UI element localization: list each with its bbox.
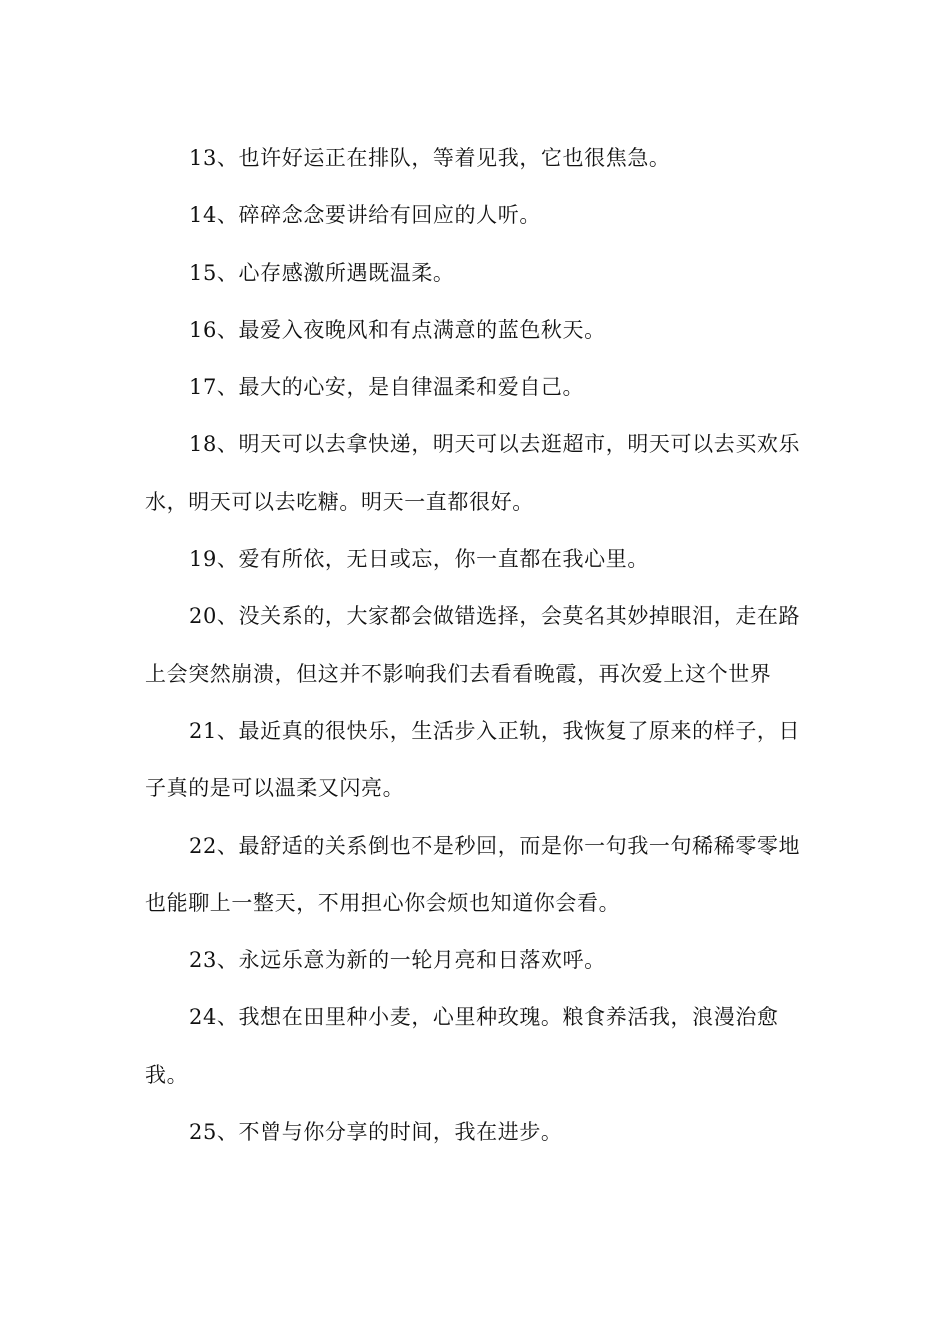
paragraph-19: 19、爱有所依，无日或忘，你一直都在我心里。 <box>189 547 649 572</box>
paragraph-16: 16、最爱入夜晚风和有点满意的蓝色秋天。 <box>189 317 606 342</box>
paragraph-13: 13、也许好运正在排队，等着见我，它也很焦急。 <box>189 146 671 170</box>
paragraph-23: 23、永远乐意为新的一轮月亮和日落欢呼。 <box>189 948 606 973</box>
paragraph-21: 21、最近真的很快乐，生活步入正轨，我恢复了原来的样子，日子真的是可以温柔又闪亮。 <box>145 718 801 801</box>
paragraph-20: 20、没关系的，大家都会做错选择，会莫名其妙掉眼泪，走在路上会突然崩溃，但这并不影响我们去看看晚霞，再次爱上这个世界 <box>145 604 801 686</box>
paragraph-17: 17、最大的心安，是自律温柔和爱自己。 <box>189 375 585 400</box>
document-body <box>145 130 810 1161</box>
paragraph-25: 25、不曾与你分享的时间，我在进步。 <box>189 1120 563 1145</box>
paragraph-15: 15、心存感激所遇既温柔。 <box>189 260 455 285</box>
paragraph-22: 22、最舒适的关系倒也不是秒回，而是你一句我一句稀稀零零地也能聊上一整天，不用担心你会烦也知道你会看。 <box>145 833 801 915</box>
paragraph-14: 14、碎碎念念要讲给有回应的人听。 <box>189 203 541 228</box>
paragraph-18: 18、明天可以去拿快递，明天可以去逛超市，明天可以去买欢乐水，明天可以去吃糖。明天一直都很好。 <box>145 432 801 514</box>
paragraph-24: 24、我想在田里种小麦，心里种玫瑰。粮食养活我，浪漫治愈我。 <box>145 1005 779 1087</box>
